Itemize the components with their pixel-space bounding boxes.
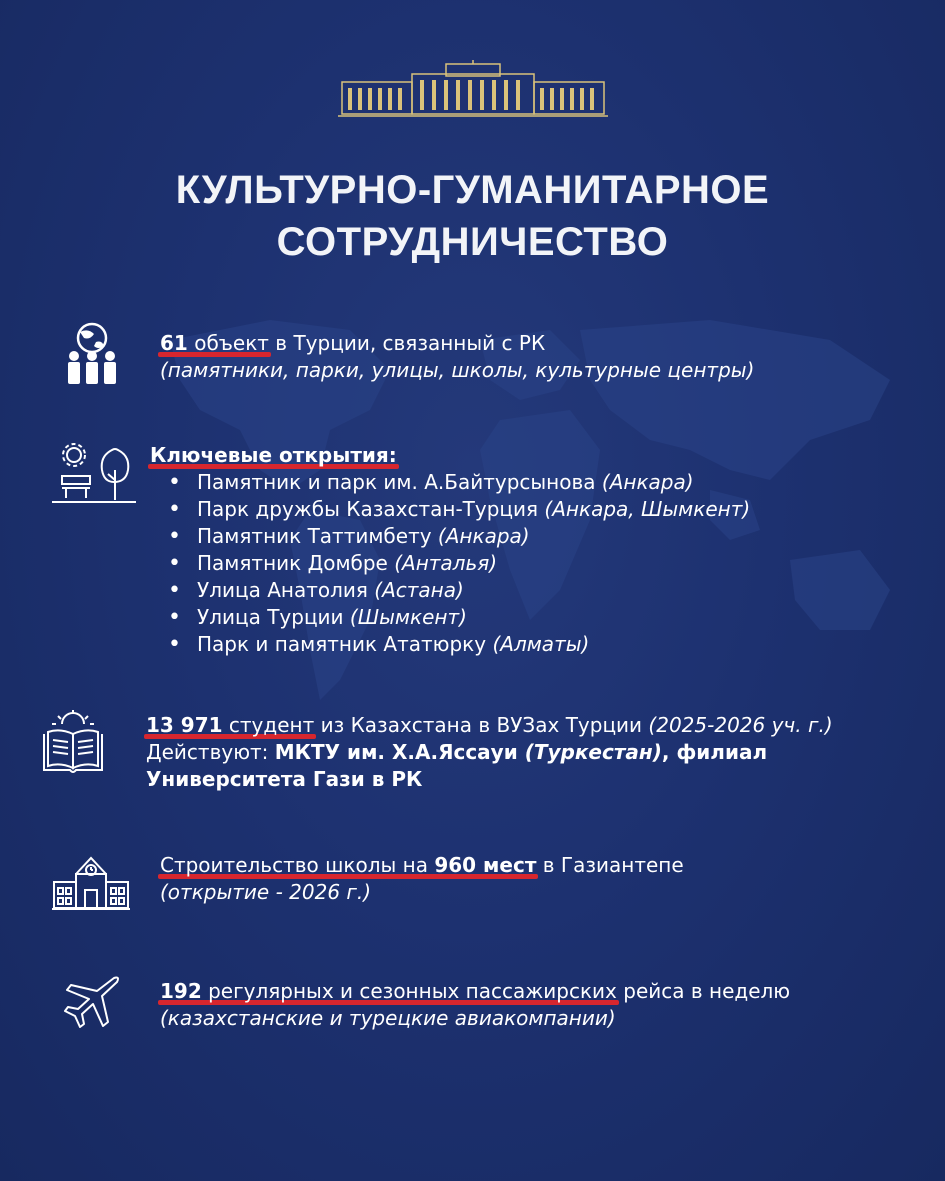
openings-heading-line <box>150 442 750 469</box>
page-title-line2: СОТРУДНИЧЕСТВО <box>276 220 669 264</box>
list-item: • Парк и памятник Ататюрку (Алматы) <box>150 631 750 658</box>
students-count-label: студент <box>228 713 315 737</box>
flights-block <box>160 978 790 1032</box>
objects-block <box>160 330 754 384</box>
students-count: 13 971 <box>146 713 223 737</box>
flights-note: (казахстанские и турецкие авиакомпании) <box>160 1006 616 1030</box>
list-item: • Памятник Домбре (Анталья) <box>150 550 750 577</box>
government-building-icon <box>338 60 608 120</box>
list-item: • Улица Анатолия (Астана) <box>150 577 750 604</box>
list-item: • Памятник и парк им. А.Байтурсынова (Анкара) <box>150 469 750 496</box>
students-universities-line: Действуют: МКТУ им. Х.А.Яссауи (Туркестан), филиал <box>146 740 768 764</box>
students-universities-line2: Университета Гази в РК <box>146 767 423 791</box>
school-note: (открытие - 2026 г.) <box>160 880 372 904</box>
students-year: (2025-2026 уч. г.) <box>648 713 833 737</box>
flights-text: рейса в неделю <box>616 979 791 1003</box>
list-item: • Парк дружбы Казахстан-Турция (Анкара, Шымкент) <box>150 496 750 523</box>
openings-heading: Ключевые открытия: <box>150 443 397 467</box>
school-seats: 960 мест <box>434 853 537 877</box>
objects-note: (памятники, парки, улицы, школы, культурные центры) <box>160 358 755 382</box>
globe-people-icon <box>64 322 120 388</box>
students-line <box>146 712 833 739</box>
page-title-line1: КУЛЬТУРНО-ГУМАНИТАРНОЕ <box>175 168 770 212</box>
open-book-icon <box>40 710 106 776</box>
list-item: • Памятник Таттимбету (Анкара) <box>150 523 750 550</box>
objects-line <box>160 330 754 357</box>
students-text: из Казахстана в ВУЗах Турции <box>314 713 649 737</box>
openings-block <box>150 442 750 658</box>
school-building-icon <box>52 852 130 912</box>
flights-count: 192 <box>160 979 202 1003</box>
openings-list <box>150 469 750 658</box>
objects-count: 61 <box>160 331 188 355</box>
objects-count-label: объект <box>194 331 269 355</box>
school-text: Строительство школы на <box>160 853 435 877</box>
flights-line <box>160 978 790 1005</box>
students-block <box>146 712 833 793</box>
objects-text: в Турции, связанный с РК <box>268 331 546 355</box>
school-line <box>160 852 684 879</box>
flights-description: регулярных и сезонных пассажирских <box>201 979 617 1003</box>
school-block <box>160 852 684 906</box>
park-bench-tree-icon <box>52 442 136 506</box>
school-location: в Газиантепе <box>536 853 684 877</box>
airplane-icon <box>62 972 122 1032</box>
list-item: • Улица Турции (Шымкент) <box>150 604 750 631</box>
